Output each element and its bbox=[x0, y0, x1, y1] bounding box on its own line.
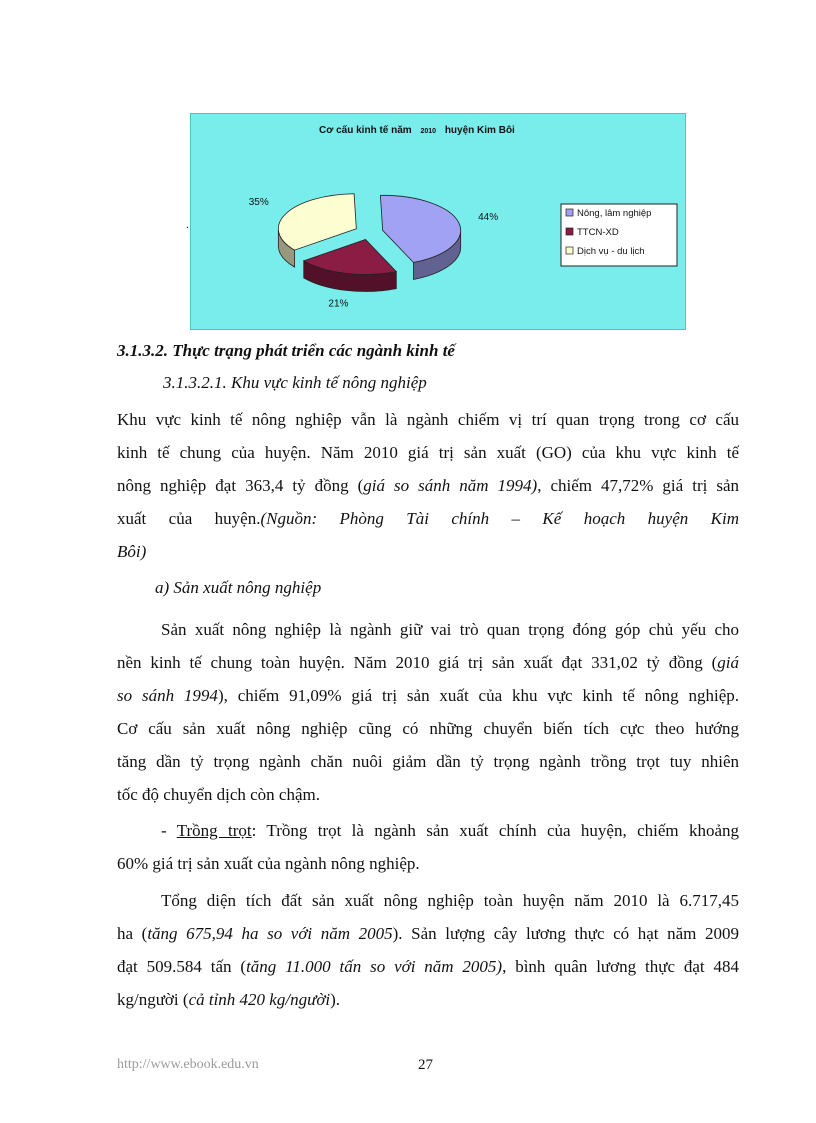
underlined-term: Trồng trọt bbox=[176, 821, 252, 840]
pie-value-label: 21% bbox=[328, 298, 349, 310]
italic-run: so sánh 1994 bbox=[117, 686, 218, 705]
source-note-end: Bôi) bbox=[117, 542, 147, 561]
paragraph-agri-production bbox=[117, 613, 739, 811]
italic-run: giá so sánh năm 1994) bbox=[363, 476, 538, 495]
text-line: tốc độ chuyển dịch còn chậm. bbox=[117, 785, 320, 804]
text-run: ). bbox=[330, 990, 341, 1009]
paragraph-agriculture-sector bbox=[117, 403, 739, 568]
text-run: ). Sản lượng cây lương thực có hạt năm 2009 bbox=[392, 924, 739, 943]
text-line bbox=[117, 983, 739, 1016]
text-run: , chiếm 47,72% giá trị sản bbox=[537, 476, 739, 495]
legend-label: TTCN-XD bbox=[577, 227, 619, 238]
pie-value-label: 44% bbox=[478, 212, 499, 224]
legend-swatch bbox=[566, 247, 573, 254]
chart-title-place: huyện Kim Bôi bbox=[444, 125, 515, 136]
text-line bbox=[117, 950, 739, 983]
legend-label: Dịch vụ - du lịch bbox=[577, 246, 645, 257]
text-line bbox=[117, 917, 739, 950]
text-line bbox=[117, 646, 739, 679]
text-line: Khu vực kinh tế nông nghiệp vẫn là ngành chiếm vị trí quan trọng trong cơ cấu bbox=[117, 410, 739, 429]
text-run: nền kinh tế chung toàn huyện. Năm 2010 giá trị sản xuất đạt 331,02 tỷ đồng ( bbox=[117, 653, 718, 672]
pie-slice bbox=[278, 194, 356, 250]
text-run: đạt 509.584 tấn ( bbox=[117, 957, 247, 976]
text-run: kg/người ( bbox=[117, 990, 189, 1009]
text-run: ), chiếm 91,09% giá trị sản xuất của khu vực kinh tế nông nghiệp. bbox=[217, 686, 739, 705]
footer-url[interactable]: http://www.ebook.edu.vn bbox=[117, 1057, 259, 1072]
italic-run: tăng 675,94 ha so với năm 2005 bbox=[147, 924, 393, 943]
stray-mark: . bbox=[186, 217, 189, 231]
sub-heading-a: a) Sản xuất nông nghiệp bbox=[155, 578, 322, 597]
pie-chart bbox=[190, 113, 686, 330]
text-run: , bình quân lương thực đạt 484 bbox=[502, 957, 739, 976]
italic-run: cả tỉnh 420 kg/người bbox=[188, 990, 331, 1009]
text-line bbox=[117, 502, 739, 535]
pie-chart-svg bbox=[191, 114, 685, 329]
text-line: tăng dần tỷ trọng ngành chăn nuôi giảm dần tỷ trọng ngành trồng trọt tuy nhiên bbox=[117, 752, 739, 771]
chart-title-year: 2010 bbox=[420, 128, 437, 135]
legend-swatch bbox=[566, 228, 573, 235]
text-line bbox=[117, 814, 739, 847]
section-heading: 3.1.3.2. Thực trạng phát triển các ngành kinh tế bbox=[117, 341, 455, 360]
text-run: nông nghiệp đạt 363,4 tỷ đồng ( bbox=[117, 476, 364, 495]
paragraph-land-output bbox=[117, 884, 739, 1016]
text-line: kinh tế chung của huyện. Năm 2010 giá trị sản xuất (GO) của khu vực kinh tế bbox=[117, 443, 739, 462]
page-number: 27 bbox=[418, 1057, 433, 1073]
legend-swatch bbox=[566, 209, 573, 216]
pie-slices bbox=[278, 194, 460, 292]
text-line: 60% giá trị sản xuất của ngành nông nghiệp. bbox=[117, 854, 420, 873]
source-note: (Nguồn: Phòng Tài chính – Kế hoạch huyện Kim bbox=[260, 509, 739, 528]
text-run: - bbox=[161, 821, 177, 840]
chart-title: Cơ cấu kinh tế năm bbox=[319, 125, 412, 136]
text-line: Tổng diện tích đất sản xuất nông nghiệp toàn huyện năm 2010 là 6.717,45 bbox=[161, 891, 739, 910]
chart-legend bbox=[561, 204, 677, 266]
legend-label: Nông, lâm nghiệp bbox=[577, 208, 652, 219]
paragraph-cultivation bbox=[117, 814, 739, 880]
text-line bbox=[117, 469, 739, 502]
text-line bbox=[117, 535, 739, 568]
text-run: : Trồng trọt là ngành sản xuất chính của huyện, chiếm khoảng bbox=[251, 821, 740, 840]
text-run: ha ( bbox=[117, 924, 148, 943]
text-line: Sản xuất nông nghiệp là ngành giữ vai trò quan trọng đóng góp chủ yếu cho bbox=[161, 620, 739, 639]
text-line: Cơ cấu sản xuất nông nghiệp cũng có những chuyển biến tích cực theo hướng bbox=[117, 719, 739, 738]
italic-run: giá bbox=[717, 653, 739, 672]
pie-value-label: 35% bbox=[248, 196, 269, 208]
text-line bbox=[117, 679, 739, 712]
subsection-heading: 3.1.3.2.1. Khu vực kinh tế nông nghiệp bbox=[163, 373, 427, 392]
text-run: xuất của huyện. bbox=[117, 509, 261, 528]
italic-run: tăng 11.000 tấn so với năm 2005) bbox=[246, 957, 503, 976]
svg-text:Cơ cấu kinh tế năm 2010 bbox=[319, 124, 515, 136]
